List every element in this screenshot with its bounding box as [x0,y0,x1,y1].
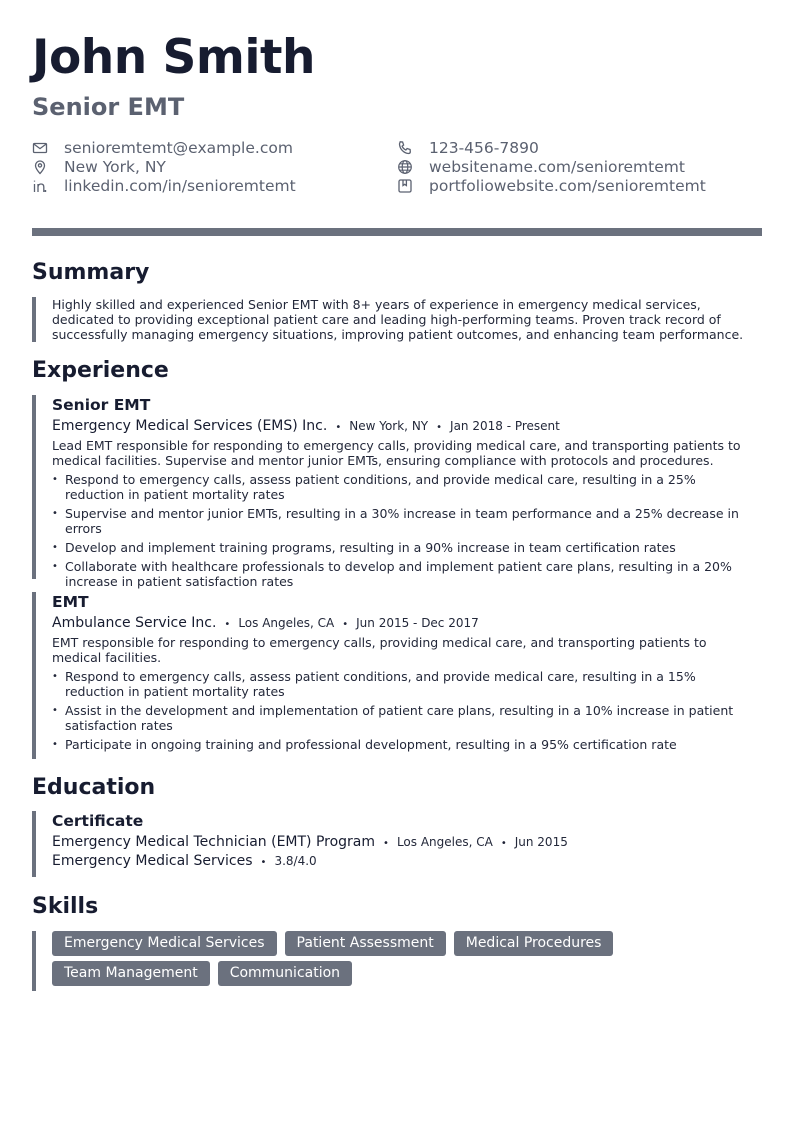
job-meta [52,615,762,631]
website-text: websitename.com/senioremtemt [429,157,685,176]
separator-dot: • [335,422,342,433]
program-line [52,834,762,850]
job-entry [32,395,762,589]
institution-line [52,853,762,869]
linkedin-text: linkedin.com/in/senioremtemt [64,176,296,195]
job-dates: Jun 2015 - Dec 2017 [356,616,479,630]
achievement-item: • Respond to emergency calls, assess patient conditions, and provide medical care, resulting in a 15% reduction in patient mortality rates [52,669,754,699]
job-description: EMT responsible for responding to emergency calls, providing medical care, and transporting patients to medical facilities. [52,635,707,665]
separator-dot: • [260,857,267,868]
achievement-item: • Develop and implement training programs, resulting in a 90% increase in team certification rates [52,540,754,555]
gpa: 3.8/4.0 [274,854,317,868]
skills-list [52,931,652,991]
skill-chip: Medical Procedures [454,931,614,956]
header-divider [32,228,762,236]
location-text: New York, NY [64,157,166,176]
candidate-name: John Smith [32,30,315,85]
job-location: New York, NY [349,419,429,433]
job-title: Senior EMT [52,396,151,414]
email-text: senioremtemt@example.com [64,138,293,157]
contact-website[interactable] [397,157,685,176]
program-name: Emergency Medical Technician (EMT) Program [52,834,376,850]
achievement-item: • Participate in ongoing training and professional development, resulting in a 95% certification rate [52,737,754,752]
education-location: Los Angeles, CA [396,835,493,849]
summary-text: Highly skilled and experienced Senior EMT with 8+ years of experience in emergency medical services, dedicated to providing exceptional patient care and leading high-performing teams. Proven track record of successfully managing emergency situations, improving patient outcomes, and enhancing team performance. [52,297,744,342]
job-title: EMT [52,593,89,611]
envelope-icon [32,140,48,156]
separator-dot: • [342,619,349,630]
phone-text: 123-456-7890 [429,138,539,157]
skill-chip: Communication [218,961,352,986]
achievement-item: • Collaborate with healthcare professionals to develop and implement patient care plans, resulting in a 20% increase in patient satisfaction rates [52,559,754,589]
contact-linkedin[interactable] [32,176,296,195]
institution-name: Emergency Medical Services [52,853,253,869]
company-name: Ambulance Service Inc. [52,615,217,631]
separator-dot: • [383,838,389,849]
achievement-item: • Assist in the development and implementation of patient care plans, resulting in a 10% increase in patient satisfaction rates [52,703,754,733]
education-date: Jun 2015 [514,835,568,849]
education-block [32,811,762,877]
job-achievements [52,472,762,589]
skill-chip: Patient Assessment [285,931,446,956]
globe-icon [397,159,413,175]
separator-dot: • [224,619,231,630]
job-title-header: Senior EMT [32,93,185,121]
skills-block [32,931,762,991]
job-achievements [52,669,762,752]
summary-heading: Summary [32,260,150,285]
achievement-item: • Respond to emergency calls, assess patient conditions, and provide medical care, resulting in a 25% reduction in patient mortality rates [52,472,754,502]
portfolio-text: portfoliowebsite.com/senioremtemt [429,176,706,195]
contact-email[interactable] [32,138,293,157]
achievement-item: • Supervise and mentor junior EMTs, resulting in a 30% increase in team performance and a 25% decrease in errors [52,506,754,536]
education-heading: Education [32,775,156,800]
separator-dot: • [500,838,507,849]
job-entry [32,592,762,759]
separator-dot: • [436,422,443,433]
job-dates: Jan 2018 - Present [450,419,560,433]
linkedin-icon [32,178,48,194]
portfolio-icon [397,178,413,194]
summary-block [32,297,762,342]
skill-chip: Team Management [52,961,210,986]
contact-portfolio[interactable] [397,176,706,195]
job-meta [52,418,762,434]
contact-phone[interactable] [397,138,539,157]
experience-heading: Experience [32,358,169,383]
skills-heading: Skills [32,894,99,919]
skill-chip: Emergency Medical Services [52,931,277,956]
job-description: Lead EMT responsible for responding to emergency calls, providing medical care, and transporting patients to medical facilities. Supervise and mentor junior EMTs, ensuring compliance with protocols and procedures. [52,438,741,468]
company-name: Emergency Medical Services (EMS) Inc. [52,418,328,434]
job-location: Los Angeles, CA [238,616,335,630]
phone-icon [397,140,413,156]
map-pin-icon [32,159,48,175]
degree-title: Certificate [52,812,144,830]
contact-location [32,157,166,176]
